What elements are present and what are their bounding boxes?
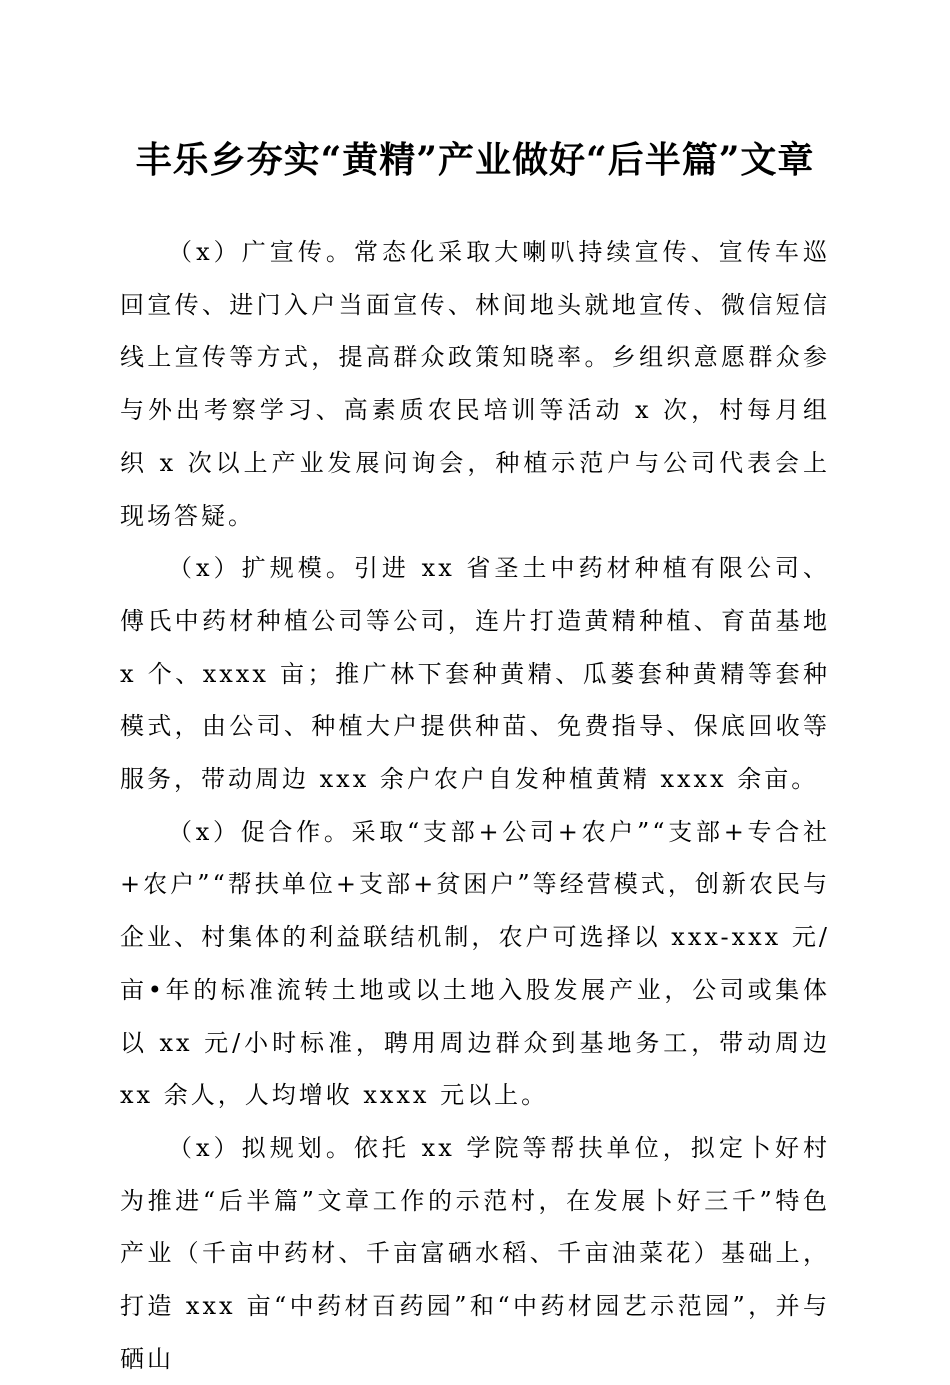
paragraph-publicity: （x）广宣传。常态化采取大喇叭持续宣传、宣传车巡回宣传、进门入户当面宣传、林间地头就地宣传、微信短信线上宣传等方式，提高群众政策知晓率。乡组织意愿群众参与外出考察学习、高素质农民培训等活动 x 次，村每月组织 x 次以上产业发展问询会，种植示范户与公司代表会上现场答疑。	[120, 238, 830, 530]
paragraph-planning: （x）拟规划。依托 xx 学院等帮扶单位，拟定卜好村为推进“后半篇”文章工作的示范村，在发展卜好三千”特色产业（千亩中药材、千亩富硒水稻、千亩油菜花）基础上，打造 xxx 亩“中药材百药园”和“中药材园艺示范园”，并与硒山	[120, 1133, 830, 1373]
document-title: 丰乐乡夯实“黄精”产业做好“后半篇”文章	[135, 139, 815, 181]
paragraph-expand-scale: （x）扩规模。引进 xx 省圣土中药材种植有限公司、傅氏中药材种植公司等公司，连片打造黄精种植、育苗基地 x 个、xxxx 亩；推广林下套种黄精、瓜蒌套种黄精等套种模式，由公司、种植大户提供种苗、免费指导、保底回收等服务，带动周边 xxx 余户农户自发种植黄精 xxxx 余亩。	[120, 554, 830, 794]
paragraph-cooperation: （x）促合作。采取“支部+公司+农户”“支部+专合社+农户”“帮扶单位+支部+贫困户”等经营模式，创新农民与企业、村集体的利益联结机制，农户可选择以 xxx-xxx 元/亩•年的标准流转土地或以土地入股发展产业，公司或集体以 xx 元/小时标准，聘用周边群众到基地务工，带动周边 xx 余人，人均增收 xxxx 元以上。	[120, 817, 830, 1110]
document-body	[120, 226, 830, 1385]
